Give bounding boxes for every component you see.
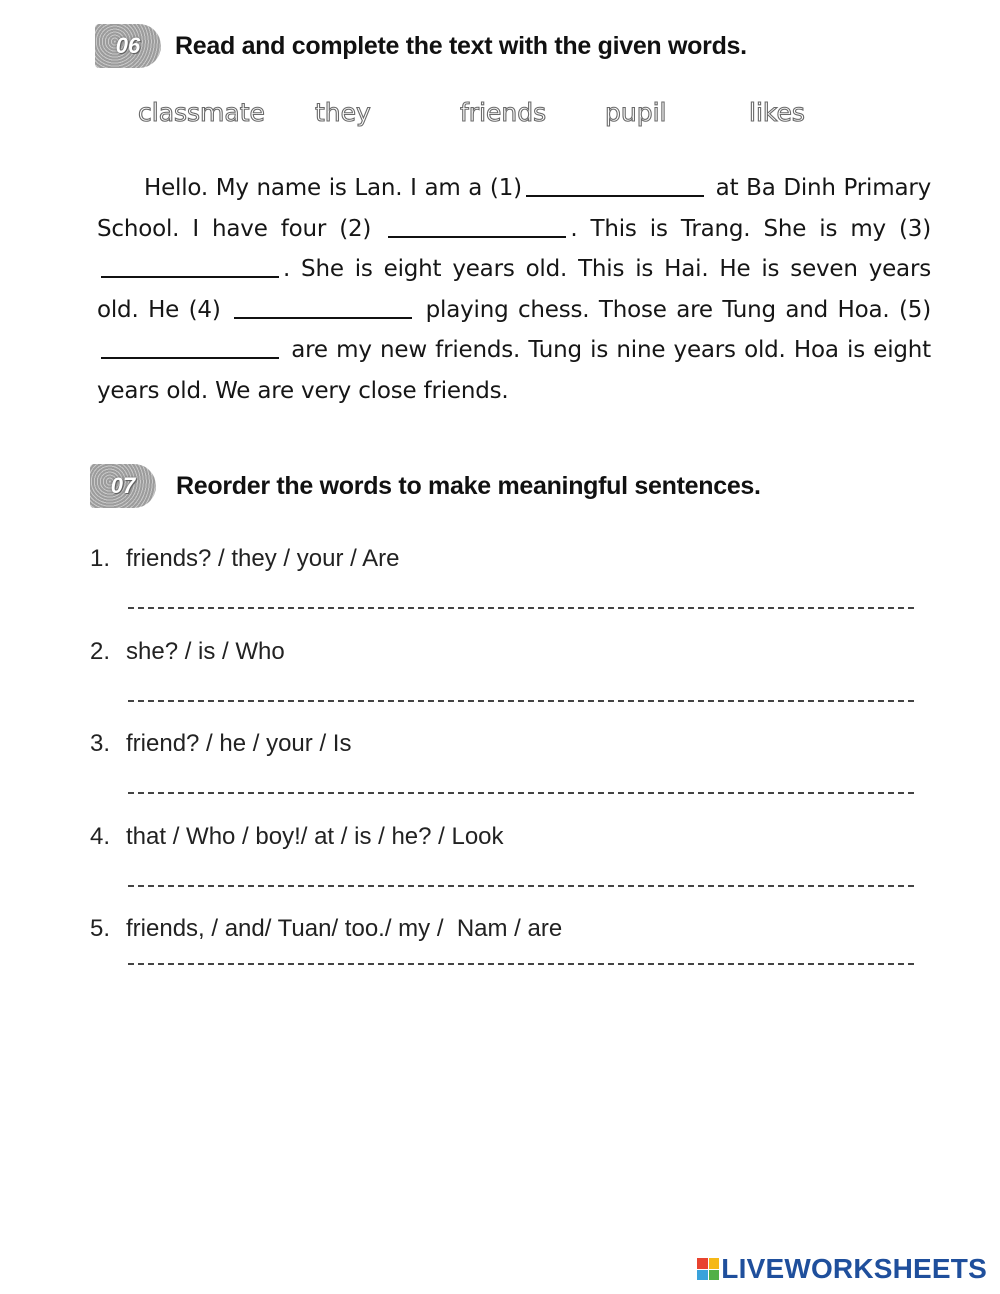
item-number: 3. bbox=[90, 730, 111, 758]
blank-1[interactable] bbox=[526, 193, 704, 197]
exercise-6-badge: 06 bbox=[95, 24, 161, 68]
passage-text: at Ba Dinh Primary School. I have four (2) bbox=[97, 175, 932, 242]
reorder-item bbox=[90, 638, 920, 731]
item-number: 5. bbox=[90, 915, 111, 943]
reorder-item bbox=[90, 730, 920, 823]
answer-line-5[interactable] bbox=[128, 963, 914, 965]
word-bank-item[interactable]: pupil bbox=[605, 98, 667, 127]
reorder-item bbox=[90, 915, 920, 1008]
item-number: 4. bbox=[90, 822, 111, 850]
blank-2[interactable] bbox=[388, 234, 566, 238]
reorder-item bbox=[90, 823, 920, 916]
exercise-6-title: Read and complete the text with the given words. bbox=[175, 31, 747, 60]
item-number: 1. bbox=[90, 545, 111, 572]
blank-5[interactable] bbox=[101, 355, 279, 359]
exercise-7-header bbox=[90, 464, 761, 508]
exercise-7-title: Reorder the words to make meaningful sentences. bbox=[176, 471, 761, 500]
passage-text: playing chess. Those are Tung and Hoa. (5) bbox=[425, 296, 931, 323]
blank-3[interactable] bbox=[101, 274, 279, 278]
answer-line-2[interactable] bbox=[128, 700, 914, 702]
item-number: 2. bbox=[90, 637, 111, 665]
item-words: that / Who / boy!/ at / is / he? / Look bbox=[126, 822, 504, 850]
logo-square bbox=[709, 1270, 720, 1281]
word-bank-item[interactable]: classmate bbox=[138, 98, 265, 127]
passage-paragraph bbox=[97, 168, 931, 411]
item-words: she? / is / Who bbox=[126, 637, 285, 665]
blank-4[interactable] bbox=[234, 315, 412, 319]
item-words: friends, / and/ Tuan/ too./ my / Nam / are bbox=[126, 915, 563, 943]
reading-passage bbox=[97, 168, 931, 411]
item-words: friend? / he / your / Is bbox=[126, 730, 352, 758]
reorder-item bbox=[90, 545, 920, 638]
answer-line-1[interactable] bbox=[128, 607, 914, 609]
word-bank-item[interactable]: friends bbox=[460, 98, 547, 127]
word-bank-item[interactable]: they bbox=[315, 98, 371, 127]
item-words: friends? / they / your / Are bbox=[126, 545, 400, 572]
passage-text: are my new friends. Tung is nine years old. Hoa is eight years old. We are very close friends. bbox=[97, 337, 931, 404]
exercise-6-header bbox=[95, 24, 747, 68]
answer-line-4[interactable] bbox=[128, 885, 914, 887]
logo-square bbox=[697, 1270, 708, 1281]
reorder-list bbox=[90, 545, 920, 1008]
liveworksheets-brand[interactable] bbox=[697, 1253, 987, 1285]
passage-text: . This is Trang. She is my (3) bbox=[570, 215, 931, 242]
passage-text: . She is eight years old. This is Hai. He is seven years old. He (4) bbox=[97, 256, 931, 323]
liveworksheets-logo-icon bbox=[697, 1258, 719, 1280]
logo-square bbox=[709, 1258, 720, 1269]
exercise-7-badge: 07 bbox=[90, 464, 156, 508]
passage-text: Hello. My name is Lan. I am a (1) bbox=[144, 175, 522, 201]
answer-line-3[interactable] bbox=[128, 792, 914, 794]
logo-square bbox=[697, 1258, 708, 1269]
word-bank-item[interactable]: likes bbox=[749, 98, 805, 127]
brand-name: LIVEWORKSHEETS bbox=[721, 1253, 987, 1284]
